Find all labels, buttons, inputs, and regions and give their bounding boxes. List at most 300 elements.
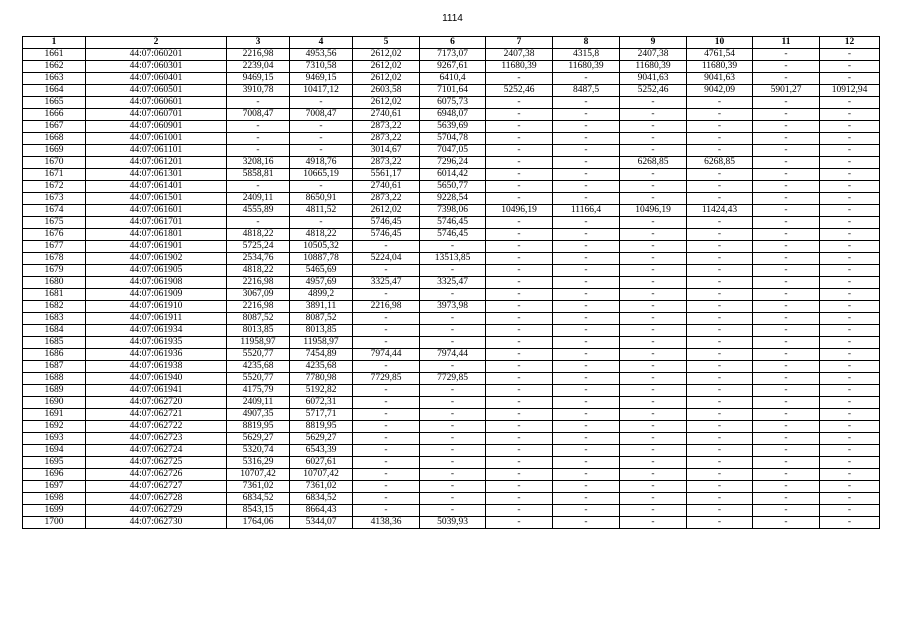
value-cell: -	[620, 289, 687, 301]
value-cell: -	[753, 169, 820, 181]
value-cell: -	[753, 505, 820, 517]
value-cell: 11958,97	[227, 337, 290, 349]
value-cell: 6072,31	[290, 397, 353, 409]
value-cell: 13513,85	[420, 253, 486, 265]
value-cell: -	[420, 313, 486, 325]
value-cell: -	[486, 181, 553, 193]
value-cell: -	[753, 289, 820, 301]
value-cell: 6834,52	[290, 493, 353, 505]
value-cell: -	[753, 181, 820, 193]
value-cell: 2409,11	[227, 397, 290, 409]
table-row	[23, 61, 880, 73]
row-number-cell: 1676	[23, 229, 86, 241]
value-cell: 7047,05	[420, 145, 486, 157]
value-cell: -	[687, 337, 753, 349]
value-cell: 2239,04	[227, 61, 290, 73]
value-cell: 2216,98	[227, 277, 290, 289]
value-cell: 4818,22	[227, 265, 290, 277]
value-cell: -	[753, 469, 820, 481]
value-cell: -	[687, 217, 753, 229]
value-cell: -	[227, 181, 290, 193]
value-cell: 4811,52	[290, 205, 353, 217]
value-cell: -	[553, 265, 620, 277]
column-header: 11	[753, 37, 820, 49]
value-cell: -	[820, 481, 880, 493]
cadastral-number-cell: 44:07:060601	[86, 97, 227, 109]
value-cell: -	[753, 337, 820, 349]
value-cell: -	[620, 373, 687, 385]
value-cell: 5520,77	[227, 373, 290, 385]
value-cell: -	[620, 409, 687, 421]
value-cell: -	[620, 445, 687, 457]
value-cell: 3910,78	[227, 85, 290, 97]
column-header: 4	[290, 37, 353, 49]
value-cell: -	[553, 493, 620, 505]
value-cell: -	[420, 505, 486, 517]
value-cell: 2612,02	[353, 97, 420, 109]
value-cell: 7008,47	[227, 109, 290, 121]
value-cell: -	[620, 265, 687, 277]
value-cell: -	[420, 421, 486, 433]
value-cell: -	[820, 229, 880, 241]
cadastral-number-cell: 44:07:061001	[86, 133, 227, 145]
value-cell: -	[620, 121, 687, 133]
value-cell: -	[753, 517, 820, 529]
value-cell: -	[290, 133, 353, 145]
row-number-cell: 1697	[23, 481, 86, 493]
table-row	[23, 121, 880, 133]
value-cell: 5704,78	[420, 133, 486, 145]
value-cell: 5320,74	[227, 445, 290, 457]
table-row	[23, 205, 880, 217]
value-cell: -	[553, 229, 620, 241]
row-number-cell: 1673	[23, 193, 86, 205]
value-cell: -	[820, 289, 880, 301]
value-cell: 2612,02	[353, 73, 420, 85]
value-cell: -	[553, 481, 620, 493]
cadastral-number-cell: 44:07:061301	[86, 169, 227, 181]
table-row	[23, 181, 880, 193]
cadastral-number-cell: 44:07:061940	[86, 373, 227, 385]
value-cell: -	[353, 325, 420, 337]
column-header: 6	[420, 37, 486, 49]
value-cell: 10665,19	[290, 169, 353, 181]
value-cell: -	[353, 361, 420, 373]
value-cell: -	[687, 445, 753, 457]
value-cell: -	[753, 457, 820, 469]
value-cell: 5746,45	[420, 217, 486, 229]
value-cell: -	[353, 493, 420, 505]
value-cell: -	[687, 325, 753, 337]
value-cell: -	[753, 481, 820, 493]
value-cell: -	[620, 145, 687, 157]
value-cell: 2216,98	[227, 301, 290, 313]
value-cell: -	[553, 109, 620, 121]
value-cell: 11680,39	[687, 61, 753, 73]
table-row	[23, 133, 880, 145]
value-cell: 10707,42	[227, 469, 290, 481]
value-cell: 2740,61	[353, 181, 420, 193]
value-cell: -	[687, 169, 753, 181]
value-cell: -	[620, 469, 687, 481]
column-header: 10	[687, 37, 753, 49]
table-row	[23, 169, 880, 181]
value-cell: -	[353, 337, 420, 349]
value-cell: 7008,47	[290, 109, 353, 121]
value-cell: -	[353, 457, 420, 469]
row-number-cell: 1671	[23, 169, 86, 181]
value-cell: -	[820, 517, 880, 529]
value-cell: 2873,22	[353, 133, 420, 145]
value-cell: -	[486, 97, 553, 109]
table-row	[23, 481, 880, 493]
value-cell: -	[620, 433, 687, 445]
value-cell: -	[420, 337, 486, 349]
value-cell: -	[687, 421, 753, 433]
value-cell: 8487,5	[553, 85, 620, 97]
value-cell: 7101,64	[420, 85, 486, 97]
value-cell: -	[687, 373, 753, 385]
cadastral-number-cell: 44:07:062723	[86, 433, 227, 445]
value-cell: -	[420, 469, 486, 481]
value-cell: -	[353, 313, 420, 325]
row-number-cell: 1667	[23, 121, 86, 133]
cadastral-number-cell: 44:07:060201	[86, 49, 227, 61]
value-cell: 3208,16	[227, 157, 290, 169]
value-cell: -	[553, 385, 620, 397]
cadastral-number-cell: 44:07:061909	[86, 289, 227, 301]
value-cell: -	[753, 433, 820, 445]
value-cell: -	[553, 277, 620, 289]
table-row	[23, 349, 880, 361]
column-header: 8	[553, 37, 620, 49]
value-cell: -	[486, 433, 553, 445]
value-cell: -	[553, 133, 620, 145]
table-row	[23, 517, 880, 529]
value-cell: -	[753, 229, 820, 241]
table-row	[23, 469, 880, 481]
table-row	[23, 421, 880, 433]
value-cell: -	[687, 229, 753, 241]
value-cell: -	[753, 97, 820, 109]
cadastral-number-cell: 44:07:062730	[86, 517, 227, 529]
table-row	[23, 361, 880, 373]
value-cell: 6075,73	[420, 97, 486, 109]
cadastral-number-cell: 44:07:061910	[86, 301, 227, 313]
value-cell: -	[620, 181, 687, 193]
value-cell: -	[620, 313, 687, 325]
value-cell: -	[753, 73, 820, 85]
value-cell: -	[753, 301, 820, 313]
row-number-cell: 1695	[23, 457, 86, 469]
value-cell: -	[820, 205, 880, 217]
table-row	[23, 157, 880, 169]
value-cell: -	[753, 397, 820, 409]
value-cell: -	[687, 469, 753, 481]
value-cell: -	[353, 409, 420, 421]
value-cell: -	[753, 445, 820, 457]
table-row	[23, 433, 880, 445]
value-cell: 10417,12	[290, 85, 353, 97]
value-cell: 7974,44	[353, 349, 420, 361]
cadastral-number-cell: 44:07:061701	[86, 217, 227, 229]
cadastral-number-cell: 44:07:060901	[86, 121, 227, 133]
value-cell: -	[620, 457, 687, 469]
value-cell: 5629,27	[290, 433, 353, 445]
value-cell: -	[687, 313, 753, 325]
value-cell: -	[420, 493, 486, 505]
column-header: 1	[23, 37, 86, 49]
value-cell: 8013,85	[290, 325, 353, 337]
value-cell: -	[687, 121, 753, 133]
row-number-cell: 1670	[23, 157, 86, 169]
value-cell: -	[553, 289, 620, 301]
value-cell: -	[486, 121, 553, 133]
cadastral-number-cell: 44:07:061911	[86, 313, 227, 325]
value-cell: -	[553, 433, 620, 445]
value-cell: 7296,24	[420, 157, 486, 169]
value-cell: -	[820, 337, 880, 349]
value-cell: 4899,2	[290, 289, 353, 301]
value-cell: 7310,58	[290, 61, 353, 73]
value-cell: 2216,98	[227, 49, 290, 61]
value-cell: -	[553, 97, 620, 109]
row-number-cell: 1683	[23, 313, 86, 325]
cadastral-number-cell: 44:07:060301	[86, 61, 227, 73]
value-cell: 3325,47	[353, 277, 420, 289]
cadastral-number-cell: 44:07:062722	[86, 421, 227, 433]
value-cell: -	[420, 433, 486, 445]
value-cell: 5561,17	[353, 169, 420, 181]
value-cell: -	[553, 373, 620, 385]
value-cell: -	[620, 397, 687, 409]
value-cell: 6410,4	[420, 73, 486, 85]
value-cell: -	[687, 433, 753, 445]
value-cell: -	[820, 349, 880, 361]
value-cell: -	[620, 505, 687, 517]
value-cell: -	[553, 121, 620, 133]
value-cell: 4818,22	[227, 229, 290, 241]
column-header: 12	[820, 37, 880, 49]
row-number-cell: 1698	[23, 493, 86, 505]
value-cell: -	[290, 121, 353, 133]
value-cell: -	[820, 433, 880, 445]
column-header: 9	[620, 37, 687, 49]
value-cell: 2612,02	[353, 205, 420, 217]
value-cell: -	[687, 277, 753, 289]
value-cell: 2873,22	[353, 157, 420, 169]
value-cell: 3891,11	[290, 301, 353, 313]
value-cell: 7361,02	[227, 481, 290, 493]
value-cell: 5746,45	[420, 229, 486, 241]
table-row	[23, 73, 880, 85]
row-number-cell: 1675	[23, 217, 86, 229]
value-cell: -	[687, 253, 753, 265]
table-row	[23, 109, 880, 121]
value-cell: -	[820, 361, 880, 373]
value-cell: -	[687, 505, 753, 517]
value-cell: -	[820, 385, 880, 397]
value-cell: -	[620, 277, 687, 289]
cadastral-number-cell: 44:07:062726	[86, 469, 227, 481]
value-cell: -	[620, 97, 687, 109]
value-cell: -	[820, 277, 880, 289]
cadastral-number-cell: 44:07:060501	[86, 85, 227, 97]
value-cell: -	[820, 445, 880, 457]
value-cell: -	[553, 241, 620, 253]
value-cell: 6027,61	[290, 457, 353, 469]
value-cell: -	[753, 325, 820, 337]
value-cell: -	[486, 373, 553, 385]
value-cell: -	[553, 325, 620, 337]
value-cell: 6268,85	[687, 157, 753, 169]
table-row	[23, 229, 880, 241]
cadastral-number-cell: 44:07:062720	[86, 397, 227, 409]
value-cell: -	[687, 301, 753, 313]
value-cell: -	[553, 181, 620, 193]
value-cell: -	[486, 73, 553, 85]
value-cell: 11958,97	[290, 337, 353, 349]
value-cell: 2216,98	[353, 301, 420, 313]
value-cell: -	[687, 361, 753, 373]
value-cell: -	[553, 253, 620, 265]
value-cell: 7780,98	[290, 373, 353, 385]
table-row	[23, 457, 880, 469]
row-number-cell: 1686	[23, 349, 86, 361]
table-row	[23, 313, 880, 325]
value-cell: -	[486, 385, 553, 397]
row-number-cell: 1693	[23, 433, 86, 445]
value-cell: -	[486, 253, 553, 265]
cadastral-number-cell: 44:07:061501	[86, 193, 227, 205]
value-cell: -	[820, 73, 880, 85]
value-cell: 8013,85	[227, 325, 290, 337]
value-cell: -	[753, 49, 820, 61]
value-cell: 4761,54	[687, 49, 753, 61]
value-cell: -	[486, 349, 553, 361]
value-cell: 5252,46	[486, 85, 553, 97]
value-cell: 5639,69	[420, 121, 486, 133]
value-cell: -	[820, 193, 880, 205]
value-cell: -	[753, 109, 820, 121]
row-number-cell: 1661	[23, 49, 86, 61]
value-cell: -	[753, 361, 820, 373]
value-cell: 5192,82	[290, 385, 353, 397]
value-cell: -	[353, 481, 420, 493]
value-cell: -	[486, 397, 553, 409]
table-row	[23, 409, 880, 421]
value-cell: 9228,54	[420, 193, 486, 205]
value-cell: 5465,69	[290, 265, 353, 277]
column-header: 7	[486, 37, 553, 49]
value-cell: -	[687, 193, 753, 205]
value-cell: 8543,15	[227, 505, 290, 517]
value-cell: -	[420, 385, 486, 397]
value-cell: -	[290, 145, 353, 157]
value-cell: -	[486, 145, 553, 157]
table-body	[23, 49, 880, 529]
value-cell: -	[353, 445, 420, 457]
value-cell: -	[486, 313, 553, 325]
value-cell: 6834,52	[227, 493, 290, 505]
value-cell: -	[820, 253, 880, 265]
cadastral-number-cell: 44:07:062725	[86, 457, 227, 469]
cadastral-number-cell: 44:07:061936	[86, 349, 227, 361]
value-cell: -	[687, 109, 753, 121]
value-cell: 11680,39	[553, 61, 620, 73]
value-cell: 5858,81	[227, 169, 290, 181]
value-cell: -	[820, 409, 880, 421]
value-cell: -	[227, 133, 290, 145]
value-cell: 4235,68	[227, 361, 290, 373]
value-cell: -	[486, 265, 553, 277]
value-cell: 2612,02	[353, 49, 420, 61]
value-cell: -	[753, 493, 820, 505]
value-cell: -	[553, 361, 620, 373]
cadastral-number-cell: 44:07:060701	[86, 109, 227, 121]
value-cell: -	[620, 421, 687, 433]
value-cell: -	[620, 301, 687, 313]
value-cell: 8087,52	[227, 313, 290, 325]
value-cell: -	[553, 73, 620, 85]
value-cell: -	[820, 493, 880, 505]
value-cell: -	[553, 349, 620, 361]
value-cell: -	[620, 109, 687, 121]
value-cell: -	[820, 145, 880, 157]
value-cell: -	[820, 265, 880, 277]
value-cell: 5650,77	[420, 181, 486, 193]
value-cell: -	[553, 217, 620, 229]
value-cell: -	[620, 169, 687, 181]
value-cell: -	[820, 121, 880, 133]
value-cell: 2407,38	[486, 49, 553, 61]
column-header: 5	[353, 37, 420, 49]
value-cell: 1764,06	[227, 517, 290, 529]
value-cell: 4907,35	[227, 409, 290, 421]
value-cell: -	[687, 409, 753, 421]
column-header: 3	[227, 37, 290, 49]
value-cell: -	[687, 517, 753, 529]
value-cell: -	[753, 265, 820, 277]
value-cell: 10496,19	[620, 205, 687, 217]
cadastral-number-cell: 44:07:061902	[86, 253, 227, 265]
value-cell: 2407,38	[620, 49, 687, 61]
row-number-cell: 1696	[23, 469, 86, 481]
table-row	[23, 241, 880, 253]
value-cell: -	[486, 193, 553, 205]
value-cell: -	[620, 481, 687, 493]
table-row	[23, 385, 880, 397]
value-cell: -	[620, 385, 687, 397]
value-cell: -	[553, 301, 620, 313]
value-cell: 7729,85	[353, 373, 420, 385]
row-number-cell: 1674	[23, 205, 86, 217]
value-cell: -	[353, 265, 420, 277]
value-cell: 4138,36	[353, 517, 420, 529]
value-cell: -	[687, 133, 753, 145]
value-cell: -	[820, 421, 880, 433]
table-row	[23, 337, 880, 349]
value-cell: -	[420, 325, 486, 337]
cadastral-number-cell: 44:07:061908	[86, 277, 227, 289]
value-cell: -	[420, 481, 486, 493]
value-cell: -	[353, 397, 420, 409]
value-cell: 5520,77	[227, 349, 290, 361]
value-cell: -	[553, 313, 620, 325]
column-header: 2	[86, 37, 227, 49]
row-number-cell: 1684	[23, 325, 86, 337]
value-cell: -	[486, 301, 553, 313]
